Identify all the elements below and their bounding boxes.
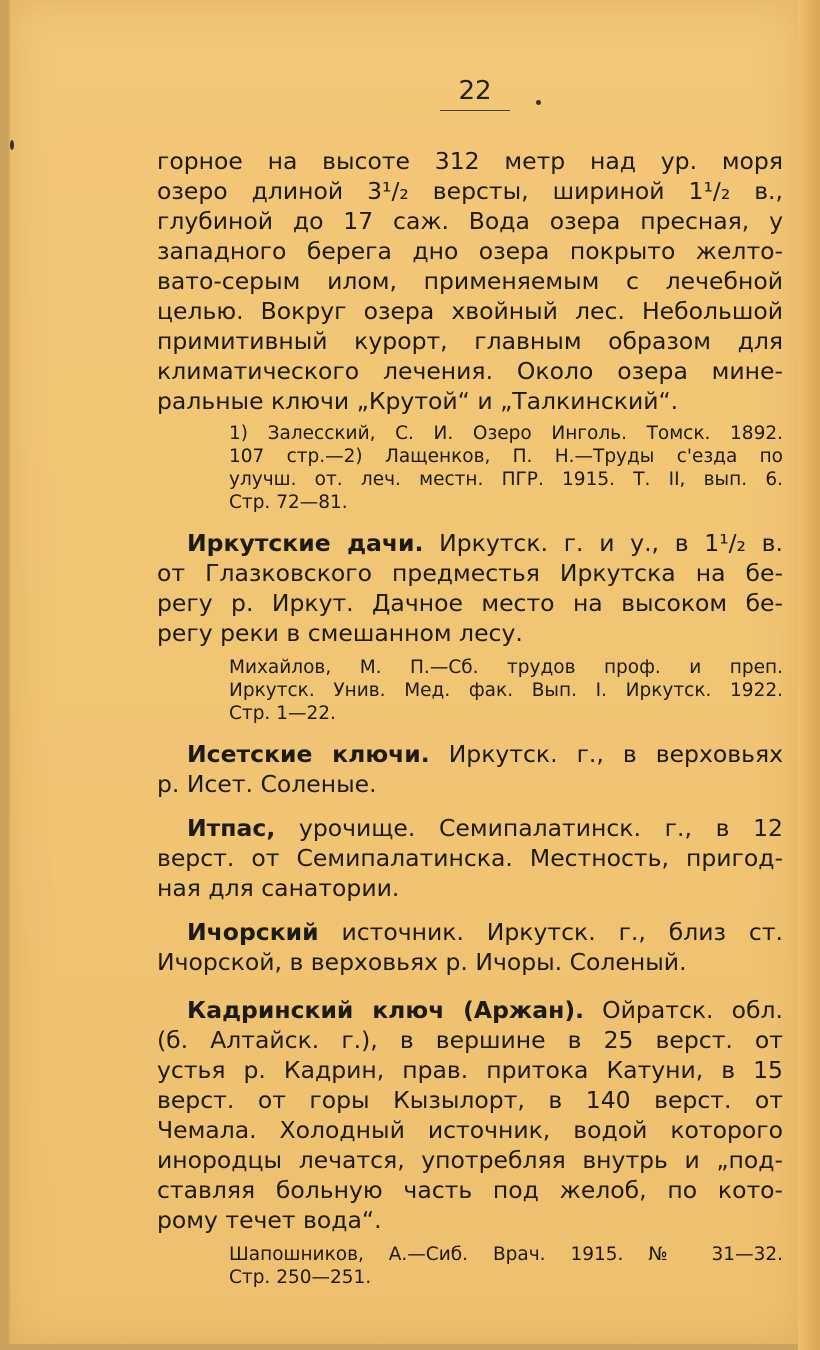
text-line: примитивный курорт, главным образом для bbox=[157, 327, 783, 355]
text-line: Иркутск. г., в верховьях bbox=[429, 740, 783, 768]
text-line: (б. Алтайск. г.), в вершине в 25 верст. от bbox=[157, 1026, 783, 1054]
ref-line: Стр. 72—81. bbox=[229, 492, 348, 513]
text-line: регу реки в смешанном лесу. bbox=[157, 619, 523, 647]
reference bbox=[229, 1243, 783, 1289]
text-line: климатического лечения. Около озера мине- bbox=[157, 357, 783, 385]
text-line: регу р. Иркут. Дачное место на высоком бе- bbox=[157, 589, 783, 617]
entry-title: Иркутские дачи. bbox=[187, 529, 424, 557]
entry-title: Исетские ключи. bbox=[187, 740, 430, 768]
entry-title: Кадринский ключ (Аржан). bbox=[187, 996, 585, 1024]
entry-isetskie-klyuchi bbox=[157, 739, 783, 799]
entry-title: Ичорский bbox=[187, 918, 319, 946]
ref-line: 107 стр.—2) Лащенков, П. Н.—Труды с'езда по bbox=[229, 446, 783, 467]
ref-line: Стр. 1—22. bbox=[229, 703, 336, 724]
ref-line: Шапошников, А.—Сиб. Врач. 1915. № 31—32. bbox=[229, 1244, 783, 1265]
entry-title: Итпас, bbox=[187, 814, 276, 842]
ref-line: Иркутск. Унив. Мед. фак. Вып. I. Иркутск. 1922. bbox=[229, 680, 783, 701]
entry-itpas bbox=[157, 813, 783, 903]
text-line: озеро длиной 3¹/₂ версты, шириной 1¹/₂ в., bbox=[157, 177, 783, 205]
text-line: вато-серым илом, применяемым с лечебной bbox=[157, 267, 783, 295]
ref-line: Стр. 250—251. bbox=[229, 1267, 372, 1288]
entry-kadrinsky bbox=[157, 995, 783, 1235]
speck bbox=[536, 100, 541, 105]
text-line: ральные ключи „Крутой“ и „Талкинский“. bbox=[157, 387, 679, 415]
text-line: ставляя больную часть под желоб, по кото- bbox=[157, 1176, 783, 1204]
text-line: Иркутск. г. и у., в 1¹/₂ в. bbox=[423, 529, 783, 557]
text-line: рому течет вода“. bbox=[157, 1206, 382, 1234]
text-line: глубиной до 17 саж. Вода озера пресная, у bbox=[157, 207, 783, 235]
entry-continuation bbox=[157, 146, 783, 416]
text-line: горное на высоте 312 метр над ур. моря bbox=[157, 147, 783, 175]
reference bbox=[229, 422, 783, 514]
page-number: 22 bbox=[440, 76, 510, 111]
ref-line: 1) Залесский, С. И. Озеро Инголь. Томск. 1892. bbox=[229, 423, 783, 444]
text-line: ная для санатории. bbox=[157, 874, 400, 902]
text-line: Чемала. Холодный источник, водой которого bbox=[157, 1116, 783, 1144]
entry-ichorsky bbox=[157, 917, 783, 977]
ref-line: Михайлов, М. П.—Сб. трудов проф. и преп. bbox=[229, 657, 783, 678]
ref-line: улучш. от. леч. местн. ПГР. 1915. Т. II, вып. 6. bbox=[229, 469, 783, 490]
text-line: Ойратск. обл. bbox=[584, 996, 783, 1024]
text-line: западного берега дно озера покрыто желто- bbox=[157, 237, 783, 265]
text-line: Ичорской, в верховьях р. Ичоры. Соленый. bbox=[157, 948, 687, 976]
text-line: источник. Иркутск. г., близ ст. bbox=[318, 918, 783, 946]
text-line: р. Исет. Соленые. bbox=[157, 770, 377, 798]
page-body bbox=[157, 146, 783, 1289]
text-line: верст. от Семипалатинска. Местность, пригод- bbox=[157, 844, 783, 872]
reference bbox=[229, 656, 783, 725]
speck bbox=[10, 140, 14, 150]
text-line: от Глазковского предместья Иркутска на бе- bbox=[157, 559, 783, 587]
page-edge bbox=[798, 0, 820, 1350]
text-line: устья р. Кадрин, прав. притока Катуни, в 15 bbox=[157, 1056, 783, 1084]
entry-irkutsk-dachi bbox=[157, 528, 783, 648]
text-line: целью. Вокруг озера хвойный лес. Небольшой bbox=[157, 297, 783, 325]
text-line: верст. от горы Кызылорт, в 140 верст. от bbox=[157, 1086, 783, 1114]
text-line: урочище. Семипалатинск. г., в 12 bbox=[275, 814, 783, 842]
text-line: инородцы лечатся, употребляя внутрь и „под- bbox=[157, 1146, 783, 1174]
